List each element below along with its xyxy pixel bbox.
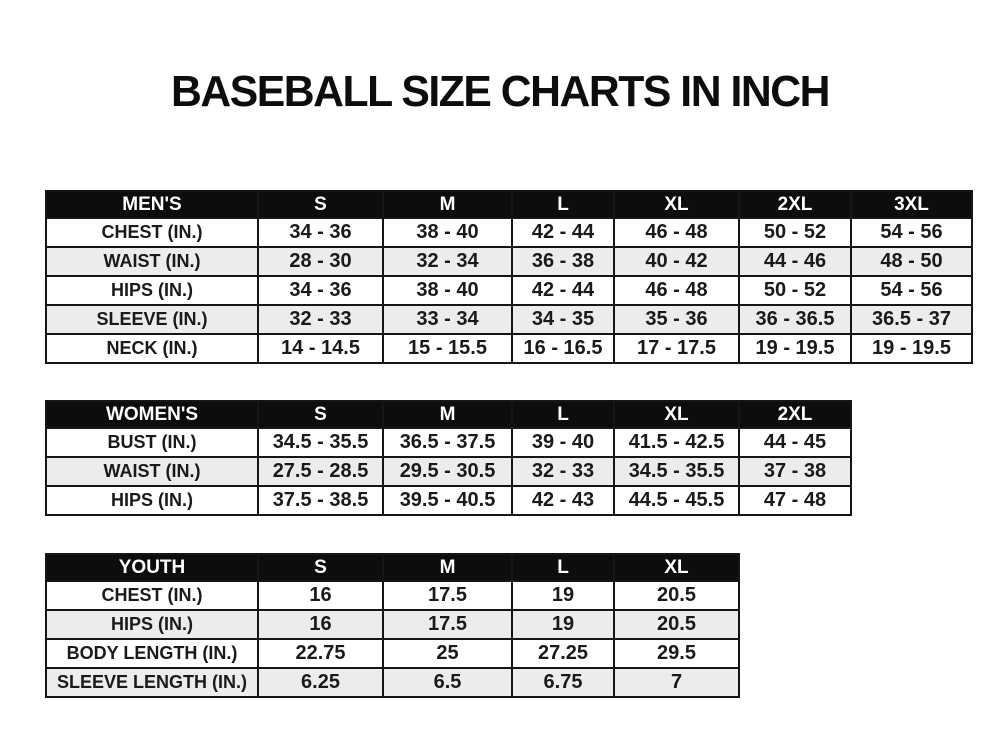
- size-value-cell: 19: [512, 581, 614, 610]
- size-value-cell: 16 - 16.5: [512, 334, 614, 363]
- size-value-cell: 32 - 33: [258, 305, 383, 334]
- size-value-cell: 35 - 36: [614, 305, 739, 334]
- size-value-cell: 38 - 40: [383, 218, 512, 247]
- measurement-label-cell: CHEST (IN.): [46, 218, 258, 247]
- size-value-cell: 38 - 40: [383, 276, 512, 305]
- size-value-cell: 34 - 36: [258, 276, 383, 305]
- measurement-label-cell: WAIST (IN.): [46, 457, 258, 486]
- measurement-label-cell: BUST (IN.): [46, 428, 258, 457]
- measurement-label-cell: WAIST (IN.): [46, 247, 258, 276]
- measurement-label-cell: CHEST (IN.): [46, 581, 258, 610]
- size-header-cell: L: [512, 554, 614, 581]
- size-value-cell: 48 - 50: [851, 247, 972, 276]
- size-value-cell: 34 - 36: [258, 218, 383, 247]
- size-value-cell: 28 - 30: [258, 247, 383, 276]
- measurement-label-cell: HIPS (IN.): [46, 486, 258, 515]
- size-value-cell: 19 - 19.5: [739, 334, 851, 363]
- size-value-cell: 33 - 34: [383, 305, 512, 334]
- size-value-cell: 6.5: [383, 668, 512, 697]
- group-header-cell: WOMEN'S: [46, 401, 258, 428]
- header-row: [46, 554, 739, 581]
- womens-size-table: [45, 400, 852, 516]
- size-value-cell: 47 - 48: [739, 486, 851, 515]
- size-value-cell: 54 - 56: [851, 276, 972, 305]
- size-header-cell: XL: [614, 554, 739, 581]
- size-value-cell: 15 - 15.5: [383, 334, 512, 363]
- size-value-cell: 40 - 42: [614, 247, 739, 276]
- table-row: [46, 668, 739, 697]
- group-header-cell: MEN'S: [46, 191, 258, 218]
- size-value-cell: 42 - 44: [512, 218, 614, 247]
- size-value-cell: 44 - 45: [739, 428, 851, 457]
- measurement-label-cell: HIPS (IN.): [46, 276, 258, 305]
- size-header-cell: XL: [614, 191, 739, 218]
- measurement-label-cell: SLEEVE (IN.): [46, 305, 258, 334]
- size-header-cell: M: [383, 191, 512, 218]
- size-header-cell: 2XL: [739, 191, 851, 218]
- size-value-cell: 14 - 14.5: [258, 334, 383, 363]
- size-value-cell: 36 - 36.5: [739, 305, 851, 334]
- measurement-label-cell: BODY LENGTH (IN.): [46, 639, 258, 668]
- table-row: [46, 276, 972, 305]
- size-header-cell: S: [258, 401, 383, 428]
- size-header-cell: M: [383, 554, 512, 581]
- size-value-cell: 42 - 44: [512, 276, 614, 305]
- table-row: [46, 486, 851, 515]
- size-value-cell: 29.5 - 30.5: [383, 457, 512, 486]
- size-value-cell: 6.75: [512, 668, 614, 697]
- table-row: [46, 247, 972, 276]
- size-value-cell: 27.25: [512, 639, 614, 668]
- group-header-cell: YOUTH: [46, 554, 258, 581]
- size-value-cell: 36 - 38: [512, 247, 614, 276]
- table-row: [46, 218, 972, 247]
- size-value-cell: 46 - 48: [614, 276, 739, 305]
- size-header-cell: L: [512, 191, 614, 218]
- size-value-cell: 41.5 - 42.5: [614, 428, 739, 457]
- size-value-cell: 39 - 40: [512, 428, 614, 457]
- size-value-cell: 20.5: [614, 581, 739, 610]
- size-value-cell: 29.5: [614, 639, 739, 668]
- measurement-label-cell: NECK (IN.): [46, 334, 258, 363]
- measurement-label-cell: HIPS (IN.): [46, 610, 258, 639]
- size-value-cell: 17.5: [383, 610, 512, 639]
- table-row: [46, 639, 739, 668]
- size-header-cell: 2XL: [739, 401, 851, 428]
- table-row: [46, 581, 739, 610]
- size-value-cell: 20.5: [614, 610, 739, 639]
- size-value-cell: 16: [258, 610, 383, 639]
- measurement-label-cell: SLEEVE LENGTH (IN.): [46, 668, 258, 697]
- size-value-cell: 44 - 46: [739, 247, 851, 276]
- size-value-cell: 34 - 35: [512, 305, 614, 334]
- size-value-cell: 54 - 56: [851, 218, 972, 247]
- mens-size-table: [45, 190, 973, 364]
- size-value-cell: 22.75: [258, 639, 383, 668]
- size-value-cell: 39.5 - 40.5: [383, 486, 512, 515]
- size-header-cell: S: [258, 554, 383, 581]
- size-value-cell: 17 - 17.5: [614, 334, 739, 363]
- table-row: [46, 610, 739, 639]
- table-row: [46, 457, 851, 486]
- size-value-cell: 25: [383, 639, 512, 668]
- size-value-cell: 34.5 - 35.5: [258, 428, 383, 457]
- size-value-cell: 16: [258, 581, 383, 610]
- header-row: [46, 191, 972, 218]
- size-value-cell: 42 - 43: [512, 486, 614, 515]
- size-value-cell: 36.5 - 37: [851, 305, 972, 334]
- size-header-cell: XL: [614, 401, 739, 428]
- size-value-cell: 46 - 48: [614, 218, 739, 247]
- size-header-cell: S: [258, 191, 383, 218]
- size-value-cell: 17.5: [383, 581, 512, 610]
- size-header-cell: 3XL: [851, 191, 972, 218]
- size-value-cell: 7: [614, 668, 739, 697]
- size-value-cell: 19 - 19.5: [851, 334, 972, 363]
- size-value-cell: 27.5 - 28.5: [258, 457, 383, 486]
- size-value-cell: 37.5 - 38.5: [258, 486, 383, 515]
- table-row: [46, 305, 972, 334]
- size-value-cell: 37 - 38: [739, 457, 851, 486]
- size-value-cell: 32 - 34: [383, 247, 512, 276]
- table-row: [46, 428, 851, 457]
- header-row: [46, 401, 851, 428]
- size-value-cell: 32 - 33: [512, 457, 614, 486]
- size-value-cell: 44.5 - 45.5: [614, 486, 739, 515]
- size-value-cell: 50 - 52: [739, 276, 851, 305]
- size-value-cell: 36.5 - 37.5: [383, 428, 512, 457]
- size-value-cell: 6.25: [258, 668, 383, 697]
- size-value-cell: 34.5 - 35.5: [614, 457, 739, 486]
- youth-size-table: [45, 553, 740, 698]
- table-row: [46, 334, 972, 363]
- size-value-cell: 19: [512, 610, 614, 639]
- size-value-cell: 50 - 52: [739, 218, 851, 247]
- page-title: BASEBALL SIZE CHARTS IN INCH: [171, 67, 829, 116]
- size-header-cell: L: [512, 401, 614, 428]
- size-header-cell: M: [383, 401, 512, 428]
